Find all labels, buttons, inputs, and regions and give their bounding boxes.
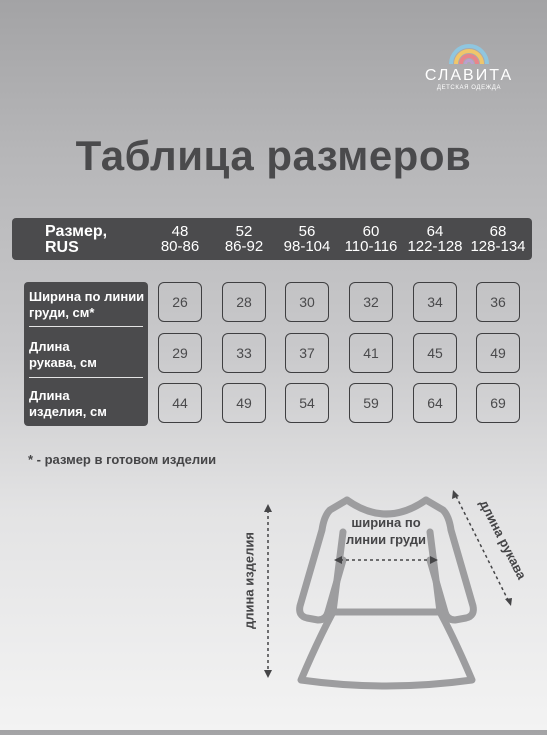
size-value: 48 xyxy=(171,223,189,240)
length-label: длина изделия xyxy=(241,532,257,629)
row-label-chest xyxy=(29,289,147,321)
footnote: * - размер в готовом изделии xyxy=(28,452,217,467)
brand-tagline: ДЕТСКАЯ ОДЕЖДА xyxy=(436,85,502,91)
value-cell: 34 xyxy=(413,282,457,322)
row-labels-panel xyxy=(24,282,148,426)
row-divider xyxy=(29,377,143,378)
row-divider xyxy=(29,326,143,327)
height-range: 80-86 xyxy=(160,238,200,255)
rainbow-icon xyxy=(447,42,491,66)
value-cell: 64 xyxy=(413,383,457,423)
height-range: 86-92 xyxy=(224,238,264,255)
dress-diagram xyxy=(0,480,547,730)
value-cell: 37 xyxy=(285,333,329,373)
size-label-line1: Размер, xyxy=(45,223,108,240)
size-column-68 xyxy=(466,224,530,254)
size-value: 60 xyxy=(362,223,380,240)
value-cell: 59 xyxy=(349,383,393,423)
size-column-60 xyxy=(339,224,403,254)
value-cell: 69 xyxy=(476,383,520,423)
height-range: 98-104 xyxy=(283,238,331,255)
row-label-length-line1: Длина xyxy=(29,388,70,403)
size-column-48 xyxy=(148,224,212,254)
size-value: 52 xyxy=(235,223,253,240)
page-title: Таблица размеров xyxy=(75,132,472,179)
height-range: 110-116 xyxy=(344,238,398,255)
size-value: 56 xyxy=(298,223,316,240)
value-cell: 28 xyxy=(222,282,266,322)
brand-logo xyxy=(423,42,515,93)
size-header-bar xyxy=(12,218,532,260)
chest-width-label-line1: ширина по xyxy=(351,515,421,530)
sleeve-length-label: длина рукава xyxy=(476,497,530,582)
value-cell: 26 xyxy=(158,282,202,322)
row-label-chest-line2: груди, см* xyxy=(29,305,95,320)
value-cell: 33 xyxy=(222,333,266,373)
chest-width-label-line2: линии груди xyxy=(346,532,427,547)
row-label-length xyxy=(29,388,147,420)
row-label-sleeve-line1: Длина xyxy=(29,339,70,354)
height-range: 122-128 xyxy=(407,238,463,255)
value-cell: 44 xyxy=(158,383,202,423)
size-column-52 xyxy=(212,224,276,254)
value-cell: 36 xyxy=(476,282,520,322)
size-value: 68 xyxy=(489,223,507,240)
value-cell: 41 xyxy=(349,333,393,373)
size-label-line2: RUS xyxy=(45,239,79,256)
size-column-64 xyxy=(403,224,467,254)
row-label-chest-line1: Ширина по линии xyxy=(29,289,145,304)
size-column-56 xyxy=(275,224,339,254)
value-cell: 49 xyxy=(476,333,520,373)
value-cell: 54 xyxy=(285,383,329,423)
dress-outline xyxy=(0,480,547,730)
row-label-sleeve-line2: рукава, см xyxy=(29,355,97,370)
size-value: 64 xyxy=(426,223,444,240)
chest-width-label xyxy=(346,514,426,548)
value-cell: 30 xyxy=(285,282,329,322)
brand-name: СЛАВИТА xyxy=(424,67,514,84)
row-label-sleeve xyxy=(29,339,147,371)
value-cell: 49 xyxy=(222,383,266,423)
height-range: 128-134 xyxy=(470,238,526,255)
value-cell: 32 xyxy=(349,282,393,322)
row-label-length-line2: изделия, см xyxy=(29,404,107,419)
size-label xyxy=(45,224,107,256)
value-cell: 45 xyxy=(413,333,457,373)
value-cell: 29 xyxy=(158,333,202,373)
